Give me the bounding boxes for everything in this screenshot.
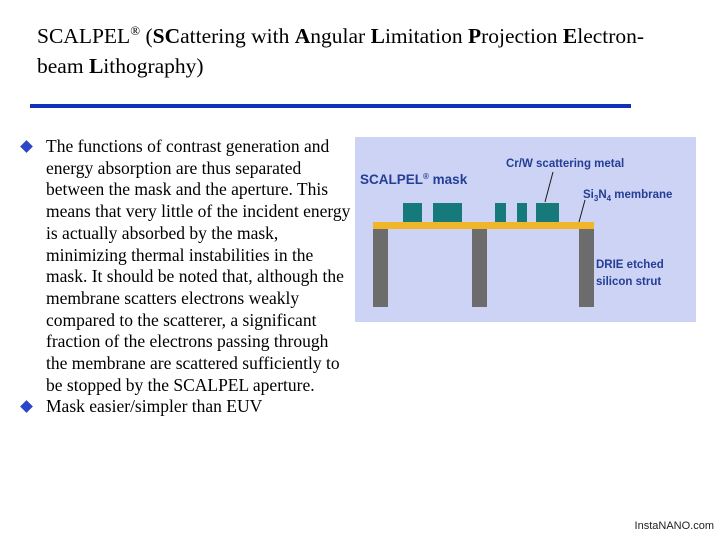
membrane-label: $Si_3N_4$ membrane <box>583 189 673 203</box>
bullet-text: Mask easier/simpler than EUV <box>46 396 263 417</box>
strut-label-line2: silicon strut <box>596 276 662 288</box>
metal-label: Cr/W scattering metal <box>506 158 625 170</box>
title-brand: SCALPEL <box>37 24 131 48</box>
slide-title <box>37 16 677 81</box>
bullet-diamond-icon <box>20 401 33 414</box>
scattering-metal-block <box>517 203 527 222</box>
title-reg-mark: ® <box>130 23 141 38</box>
bullet-text: The functions of contrast generation and energy absorption are thus separated between the mask and the aperture. This means that very little of the incident energy is actually absorbed by the mask, minimizing thermal instabilities in the mask. It should be noted that, although the membrane scatters electrons weakly compared to the scatterer, a significant fraction of the electrons passing through the membrane are scattered sufficiently to be stopped by the SCALPEL aperture. <box>46 136 351 395</box>
strut-label-line1: DRIE etched <box>596 259 664 271</box>
silicon-strut <box>373 229 388 307</box>
scattering-metal-block <box>433 203 462 222</box>
membrane-layer <box>373 222 594 229</box>
bullet-diamond-icon <box>20 140 33 153</box>
silicon-strut <box>472 229 487 307</box>
title-divider <box>30 104 631 108</box>
scattering-metal-block <box>495 203 506 222</box>
scattering-metal-block <box>403 203 422 222</box>
title-expansion: (SCattering with Angular Limitation Projection Electron-beam Lithography) <box>37 24 645 78</box>
scattering-metal-block <box>536 203 559 222</box>
bullet-list <box>22 136 352 418</box>
scalpel-mask-diagram <box>355 137 696 322</box>
silicon-strut <box>579 229 594 307</box>
bullet-item <box>22 136 352 396</box>
bullet-item <box>22 396 352 418</box>
mask-label: SCALPEL® mask <box>360 172 468 187</box>
footer-credit: InstaNANO.com <box>634 520 714 532</box>
